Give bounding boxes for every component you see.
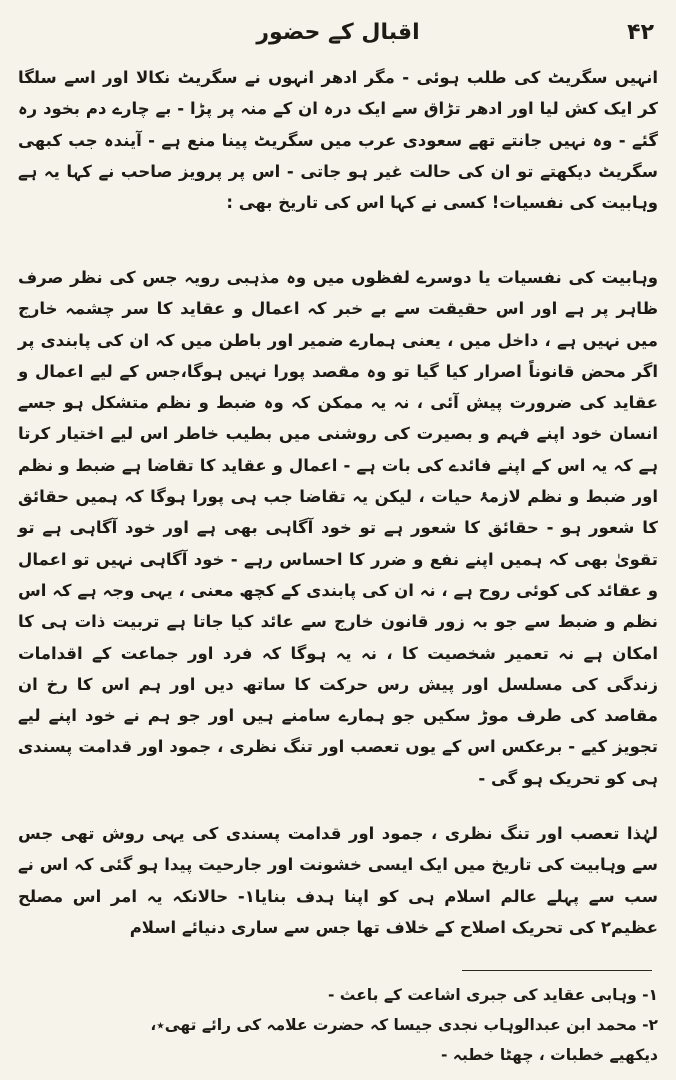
body-text — [18, 62, 658, 944]
paragraph: انہیں سگریٹ کی طلب ہوئی - مگر ادھر انہوں نے سگریٹ نکالا اور اسے سلگا کر ایک کش لیا اور ادھر تڑاق سے ایک درہ ان کے منہ پر پڑا - بے چارے دم بخود رہ گئے - وہ نہیں جانتے تھے سعودی عرب میں سگریٹ پینا منع ہے - آیندہ جب کبھی سگریٹ دیکھتے تو ان کی حالت غیر ہو جاتی - اس پر پرویز صاحب نے کہا یہ ہے وہابیت کی نفسیات! کسی نے کہا اس کی تاریخ بھی : — [18, 68, 658, 213]
paragraph: وہابیت کی نفسیات یا دوسرے لفظوں میں وہ مذہبی رویہ جس کی نظر صرف ظاہر پر ہے اور اس حقیقت سے بے خبر کہ اعمال و عقاید کا سر چشمہ خارج میں نہیں ہے ، داخل میں ، یعنی ہمارے ضمیر اور باطن میں کہ ان کی پابندی پر اگر محض قانوناً اصرار کیا گیا تو وہ مقصد پورا نہیں ہوگا،جس کے لیے اعمال و عقاید کی ضرورت پیش آئی ، نہ یہ ممکن کہ وہ ضبط و نظم متشکل ہو جسے انسان خود اپنے فہم و بصیرت کی روشنی میں بطیب خاطر اس لیے اختیار کرتا ہے کہ یہ اس کے اپنے فائدے کی بات ہے - اعمال و عقاید کا تقاضا ہے ضبط و نظم اور ضبط و نظم لازمۂ حیات ، لیکن یہ تقاضا جب ہی پورا ہوگا کہ ہمیں حقائق کا شعور ہو - حقائق کا شعور ہے تو خود آگاہی بھی ہے اور خود آگاہی ہے تو تقویٰ بھی کہ ہمیں اپنے نفع و ضرر کا احساس رہے - خود آگاہی نہیں تو اعمال و عقائد کی کوئی روح ہے ، نہ ان کی پابندی کے کچھ معنی ، یہی وجہ ہے کہ اس نظم و ضبط سے جو بہ زور قانون خارج سے عائد کیا جاتا ہے تربیت ذات ہی کا امکان ہے نہ تعمیر شخصیت کا ، نہ یہ ہوگا کہ فرد اور جماعت کے اقدامات زندگی کی مسلسل اور پیش رس حرکت کا ساتھ دیں اور ہم اس کا رخ ان مقاصد کی طرف موڑ سکیں جو ہمارے سامنے ہیں اور جو ہم نے خود اپنے لیے تجویز کیے - برعکس اس کے یوں تعصب اور تنگ نظری ، جمود اور قدامت پسندی ہی کو تحریک ہو گی - — [18, 268, 658, 788]
running-title: اقبال کے حضور — [256, 20, 420, 45]
footnotes — [18, 980, 658, 1070]
footnote: دیکھیے خطبات ، چھٹا خطبہ - — [441, 1046, 658, 1064]
footnote: ۱- وہابی عقاید کی جبری اشاعت کے باعث - — [327, 986, 658, 1004]
page-header — [0, 18, 676, 54]
footnote-divider — [462, 970, 652, 971]
paragraph: لہٰذا تعصب اور تنگ نظری ، جمود اور قدامت پسندی کی یہی روش تھی جس سے وہابیت کی تاریخ میں ایک ایسی خشونت اور جارحیت پیدا ہو گئی کہ اس نے سب سے پہلے عالم اسلام ہی کو اپنا ہدف بنایا۱- حالانکہ یہ امر اس مصلح عظیم۲ کی تحریک اصلاح کے خلاف تھا جس سے ساری دنیائے اسلام — [18, 824, 658, 937]
footnote: ۲- محمد ابن عبدالوہاب نجدی جیسا کہ حضرت علامہ کی رائے تھی٭، — [150, 1016, 658, 1034]
page-number: ۴۲ — [627, 20, 654, 45]
